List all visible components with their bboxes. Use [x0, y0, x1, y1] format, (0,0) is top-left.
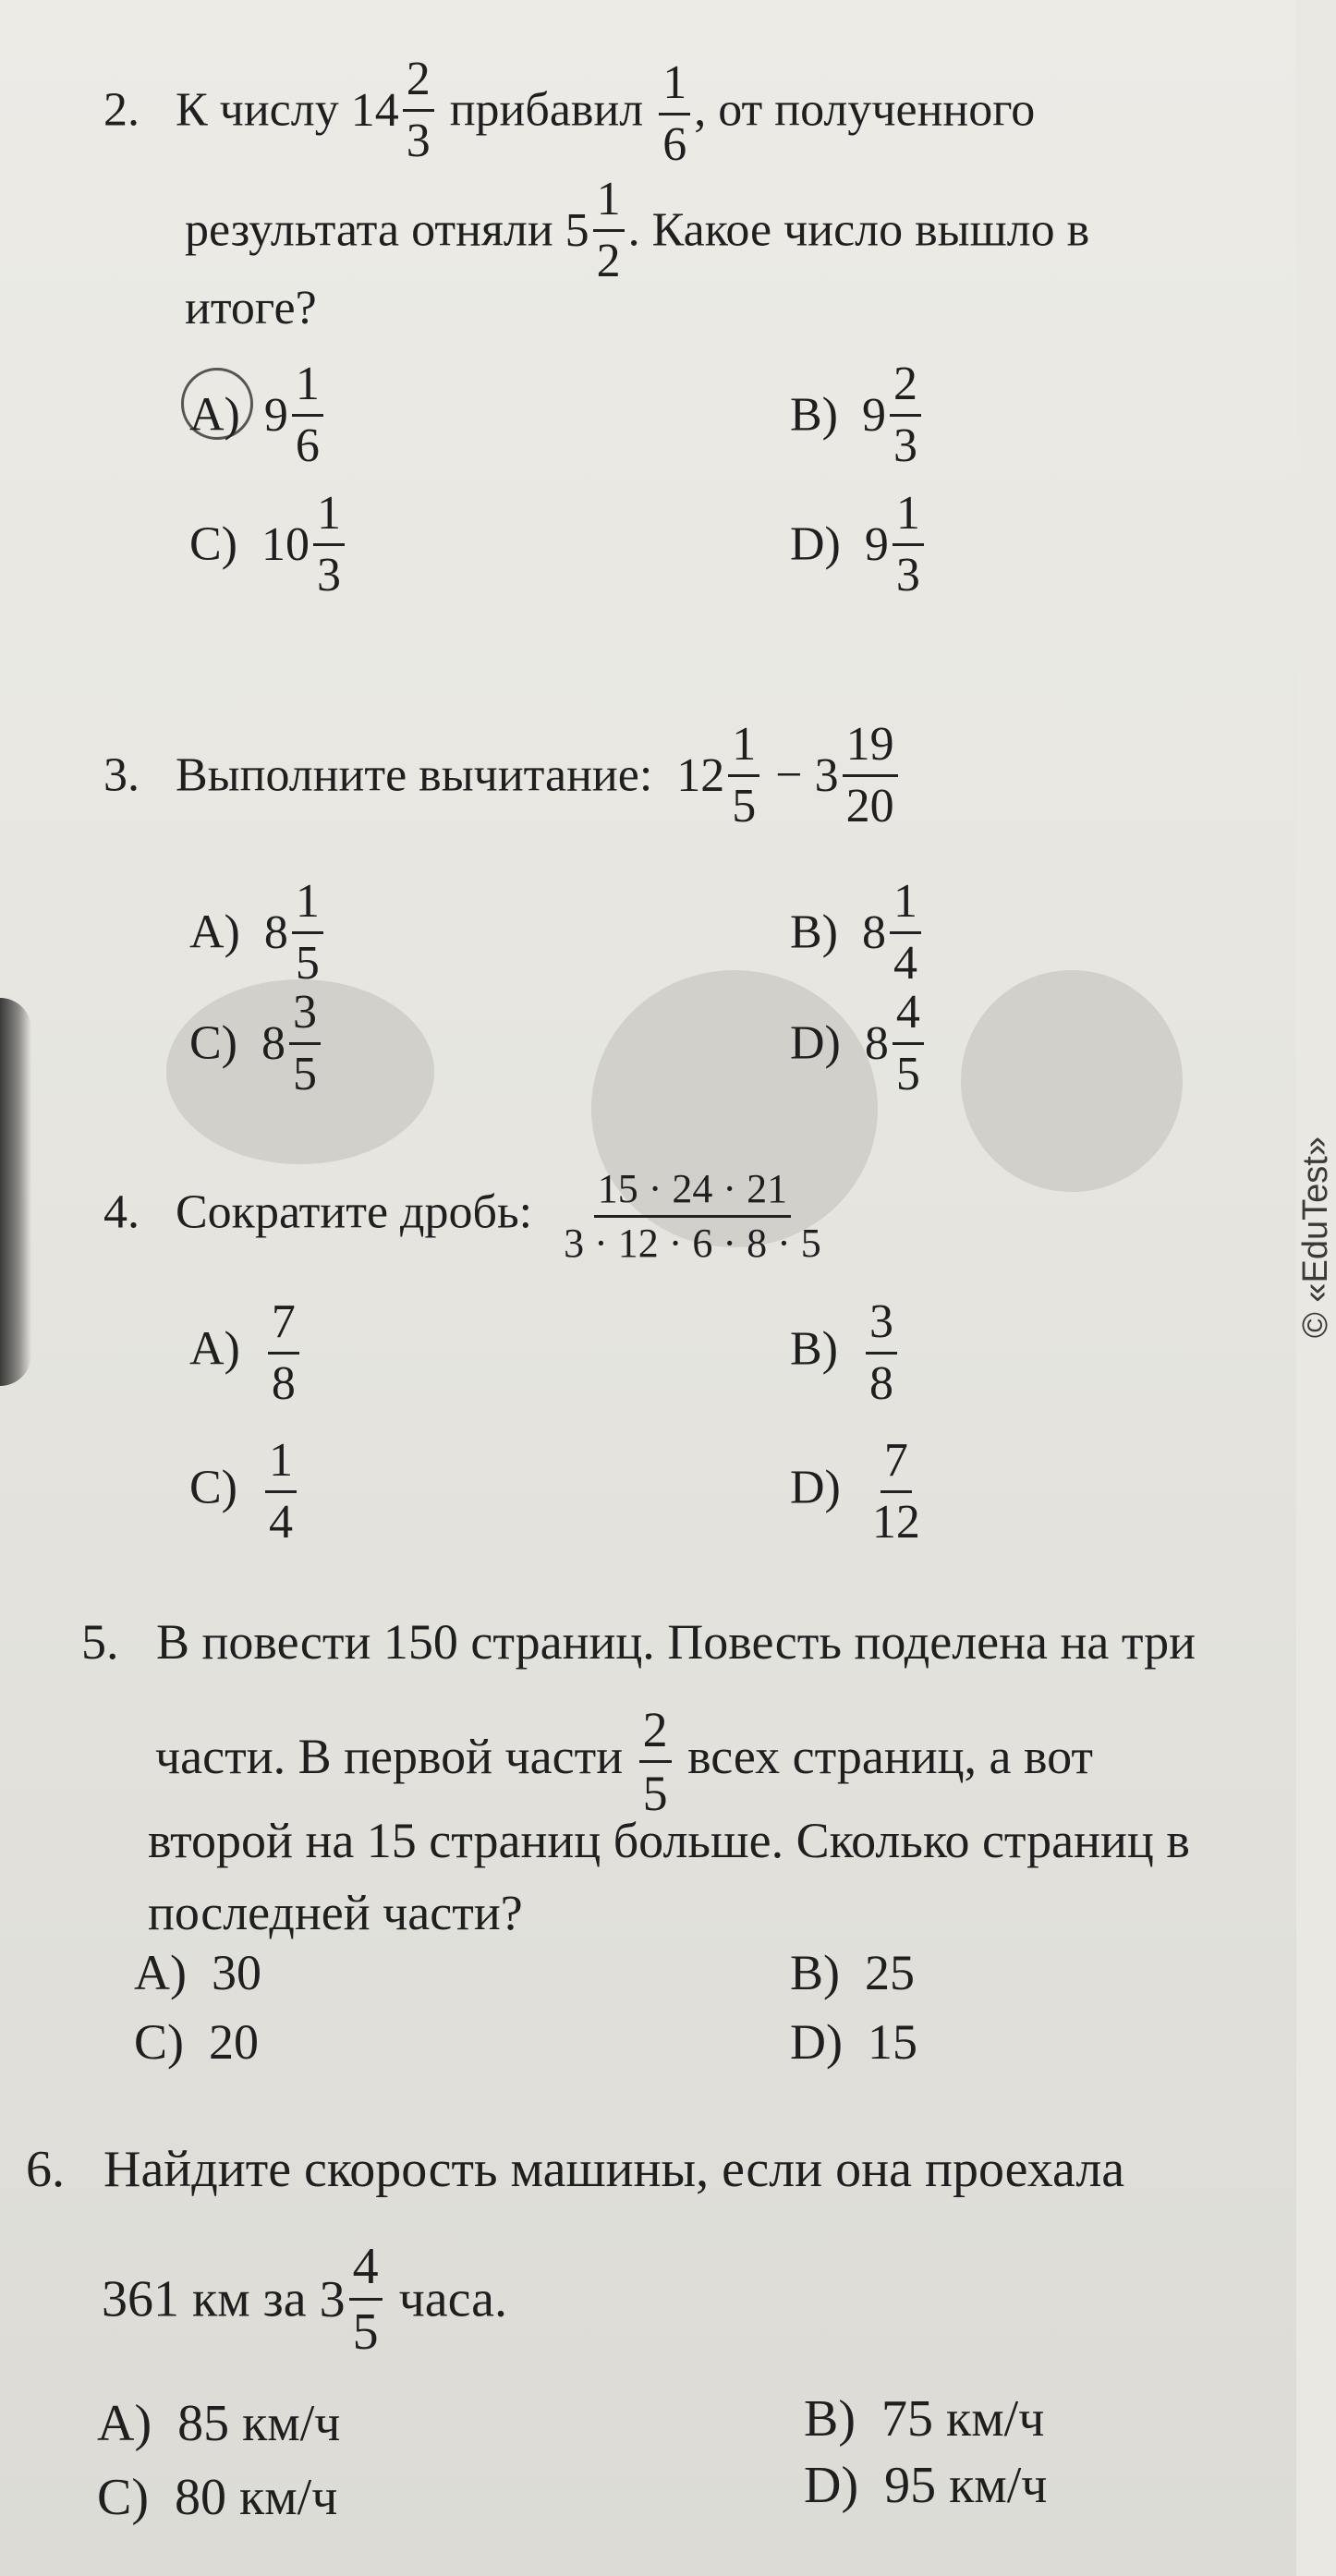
q5-line3: второй на 15 страниц больше. Сколько страниц в [148, 1813, 1190, 1868]
denominator: 5 [642, 1766, 668, 1821]
denominator: 5 [352, 2303, 379, 2361]
numerator: 1 [659, 59, 690, 115]
q6-option-c[interactable] [97, 2469, 338, 2526]
numerator: 7 [881, 1437, 912, 1493]
option-value [868, 1434, 924, 1549]
q2-mixed-1 [351, 55, 438, 165]
q4-line1 [103, 1166, 829, 1266]
mixed-fraction [843, 718, 898, 832]
denominator: 8 [271, 1357, 296, 1410]
q2-text-b: прибавил [449, 83, 644, 137]
numerator: 2 [890, 360, 921, 417]
q5-option-b[interactable] [790, 1945, 915, 2000]
q4-option-a[interactable] [189, 1295, 303, 1410]
option-label: A) [134, 1945, 187, 2000]
numerator: 1 [728, 721, 759, 777]
denominator: 6 [295, 419, 320, 472]
q5-option-c[interactable] [134, 2014, 259, 2070]
option-label: C) [189, 1016, 237, 1070]
q4-number: 4. [103, 1185, 140, 1239]
mixed-whole: 10 [261, 517, 310, 571]
option-label: B) [804, 2390, 856, 2448]
q3-minuend [676, 718, 763, 832]
option-value [264, 360, 327, 470]
denominator: 5 [895, 1048, 920, 1100]
q3-text: Выполните вычитание: [176, 748, 653, 802]
denominator: 2 [596, 235, 621, 287]
option-value [862, 360, 925, 470]
numerator: 3 [866, 1298, 897, 1355]
q4-option-c[interactable] [189, 1434, 300, 1549]
q2-option-b[interactable] [790, 360, 925, 470]
denominator: 4 [893, 937, 917, 990]
q6-line1 [26, 2141, 1125, 2198]
option-value [864, 986, 928, 1100]
option-value: 25 [865, 1945, 915, 2000]
option-label: D) [790, 1016, 841, 1070]
denominator: 5 [732, 780, 757, 832]
numerator: 2 [403, 55, 434, 112]
denominator: 4 [269, 1496, 293, 1549]
q3-option-a[interactable] [189, 875, 327, 990]
q5-line2 [155, 1702, 1094, 1821]
q6-line1-text: Найдите скорость машины, если она проехала [103, 2141, 1125, 2198]
denominator: 6 [662, 118, 687, 172]
mixed-whole: 3 [814, 748, 839, 802]
numerator: 1 [890, 878, 921, 934]
numerator: 1 [292, 878, 323, 934]
q5-line2-a: части. В первой части [155, 1728, 624, 1784]
numerator: 19 [843, 721, 898, 777]
q3-option-d[interactable] [790, 986, 928, 1100]
mixed-fraction [292, 875, 323, 990]
option-value: 80 км/ч [175, 2469, 338, 2526]
q2-option-d[interactable] [790, 487, 928, 601]
q6-option-a[interactable] [97, 2395, 341, 2452]
q6-option-d[interactable] [804, 2457, 1048, 2514]
option-label: D) [790, 517, 841, 571]
denominator: 3 · 12 · 6 · 8 · 5 [564, 1221, 821, 1266]
numerator: 4 [893, 989, 924, 1045]
option-label: A) [189, 388, 240, 442]
option-value [261, 487, 348, 601]
option-label: C) [189, 517, 237, 571]
option-label: D) [790, 2014, 843, 2070]
denominator: 20 [845, 780, 894, 832]
q5-line2-b: всех страниц, а вот [687, 1728, 1094, 1784]
denominator: 3 [895, 549, 920, 601]
mixed-whole: 5 [565, 203, 589, 257]
q2-option-c[interactable] [189, 487, 348, 601]
option-value [866, 1295, 897, 1410]
q2-text-a: К числу [176, 83, 339, 137]
q3-option-b[interactable] [790, 875, 925, 990]
q2-number: 2. [103, 83, 140, 137]
q5-option-a[interactable] [134, 1945, 261, 2000]
option-value: 75 км/ч [881, 2390, 1045, 2448]
q3-option-c[interactable] [189, 986, 324, 1100]
q2-mixed-2 [565, 173, 628, 287]
mixed-whole: 12 [676, 748, 725, 802]
denominator: 5 [295, 937, 320, 990]
q6-line2-b: часа. [398, 2270, 508, 2328]
mixed-fraction [893, 487, 924, 601]
numerator: 15 · 24 · 21 [594, 1169, 791, 1218]
mixed-whole: 8 [261, 1016, 285, 1070]
numerator: 3 [289, 989, 321, 1045]
q6-line2-a: 361 км за [102, 2270, 307, 2328]
q5-fraction [639, 1702, 672, 1821]
mixed-whole: 9 [263, 388, 288, 442]
q3-line1 [103, 718, 902, 832]
numerator: 1 [265, 1437, 297, 1493]
option-value [263, 875, 327, 990]
q2-line2-b: . Какое число вышло в [627, 203, 1090, 257]
denominator: 3 [406, 115, 431, 167]
q2-option-a[interactable] [189, 360, 327, 470]
q5-line1 [81, 1614, 1196, 1670]
numerator: 1 [593, 176, 625, 232]
option-value [261, 986, 324, 1100]
option-label: B) [790, 905, 838, 959]
denominator: 8 [869, 1357, 893, 1410]
mixed-fraction [403, 55, 434, 165]
numerator: 7 [268, 1298, 299, 1355]
mixed-fraction [728, 718, 759, 832]
option-label: A) [97, 2395, 152, 2452]
option-label: A) [189, 905, 240, 959]
option-label: D) [804, 2457, 859, 2514]
q2-text-c: , от полученного [694, 83, 1036, 137]
option-value [864, 487, 928, 601]
option-value: 85 км/ч [177, 2395, 341, 2452]
mixed-whole: 14 [350, 83, 399, 137]
option-value: 15 [867, 2014, 917, 2070]
minus-sign: − [775, 748, 803, 802]
q4-option-b[interactable] [790, 1295, 901, 1410]
denominator: 12 [871, 1496, 920, 1549]
mixed-whole: 3 [319, 2270, 346, 2328]
mixed-fraction [292, 360, 323, 470]
option-label: B) [790, 1322, 838, 1376]
option-label: C) [97, 2469, 149, 2526]
denominator: 3 [893, 419, 917, 472]
mixed-fraction [593, 173, 625, 287]
numerator: 2 [639, 1705, 672, 1763]
option-label: C) [134, 2014, 184, 2070]
q2-line2-a: результата отняли [185, 203, 553, 257]
mixed-whole: 8 [263, 905, 288, 959]
option-label: C) [189, 1461, 237, 1514]
bleed-blot [961, 970, 1183, 1192]
mixed-whole: 8 [862, 905, 886, 959]
copyright-side-text: © «EduTest» [1296, 1136, 1335, 1339]
q6-number: 6. [26, 2141, 65, 2198]
q5-option-d[interactable] [790, 2014, 917, 2070]
q2-line3: итоге? [185, 282, 317, 334]
mixed-fraction [890, 360, 921, 470]
mixed-whole: 9 [862, 388, 886, 442]
q2-line2 [185, 173, 1090, 287]
option-value [862, 875, 925, 990]
mixed-fraction [289, 986, 321, 1100]
mixed-fraction [349, 2238, 383, 2361]
mixed-whole: 9 [864, 517, 889, 571]
option-value [268, 1295, 299, 1410]
denominator: 3 [317, 549, 341, 601]
option-label: B) [790, 1945, 840, 2000]
finger-shadow [0, 998, 31, 1386]
option-label: D) [790, 1461, 841, 1514]
mixed-fraction [313, 487, 345, 601]
option-value [265, 1434, 297, 1549]
q5-line4: последней части? [148, 1885, 523, 1940]
q6-mixed [319, 2238, 386, 2361]
q6-option-b[interactable] [804, 2390, 1045, 2448]
q4-option-d[interactable] [790, 1434, 928, 1549]
option-value: 30 [211, 1945, 261, 2000]
q6-line2 [102, 2238, 508, 2361]
q4-fraction [560, 1166, 825, 1266]
q3-subtrahend [814, 718, 902, 832]
q2-line1 [103, 53, 1036, 172]
mixed-fraction [890, 875, 921, 990]
option-value: 20 [209, 2014, 259, 2070]
option-label: B) [790, 388, 838, 442]
mixed-whole: 8 [864, 1016, 889, 1070]
option-value: 95 км/ч [884, 2457, 1048, 2514]
q3-number: 3. [103, 748, 140, 802]
option-label: A) [189, 1322, 240, 1376]
numerator: 1 [292, 360, 323, 417]
q2-fraction-1 [659, 56, 690, 172]
denominator: 5 [293, 1048, 317, 1100]
numerator: 1 [313, 490, 345, 546]
numerator: 1 [893, 490, 924, 546]
q4-text: Сократите дробь: [176, 1185, 533, 1239]
q5-line1-text: В повести 150 страниц. Повесть поделена на три [156, 1614, 1196, 1670]
mixed-fraction [893, 986, 924, 1100]
q5-number: 5. [81, 1614, 119, 1670]
numerator: 4 [349, 2241, 383, 2301]
